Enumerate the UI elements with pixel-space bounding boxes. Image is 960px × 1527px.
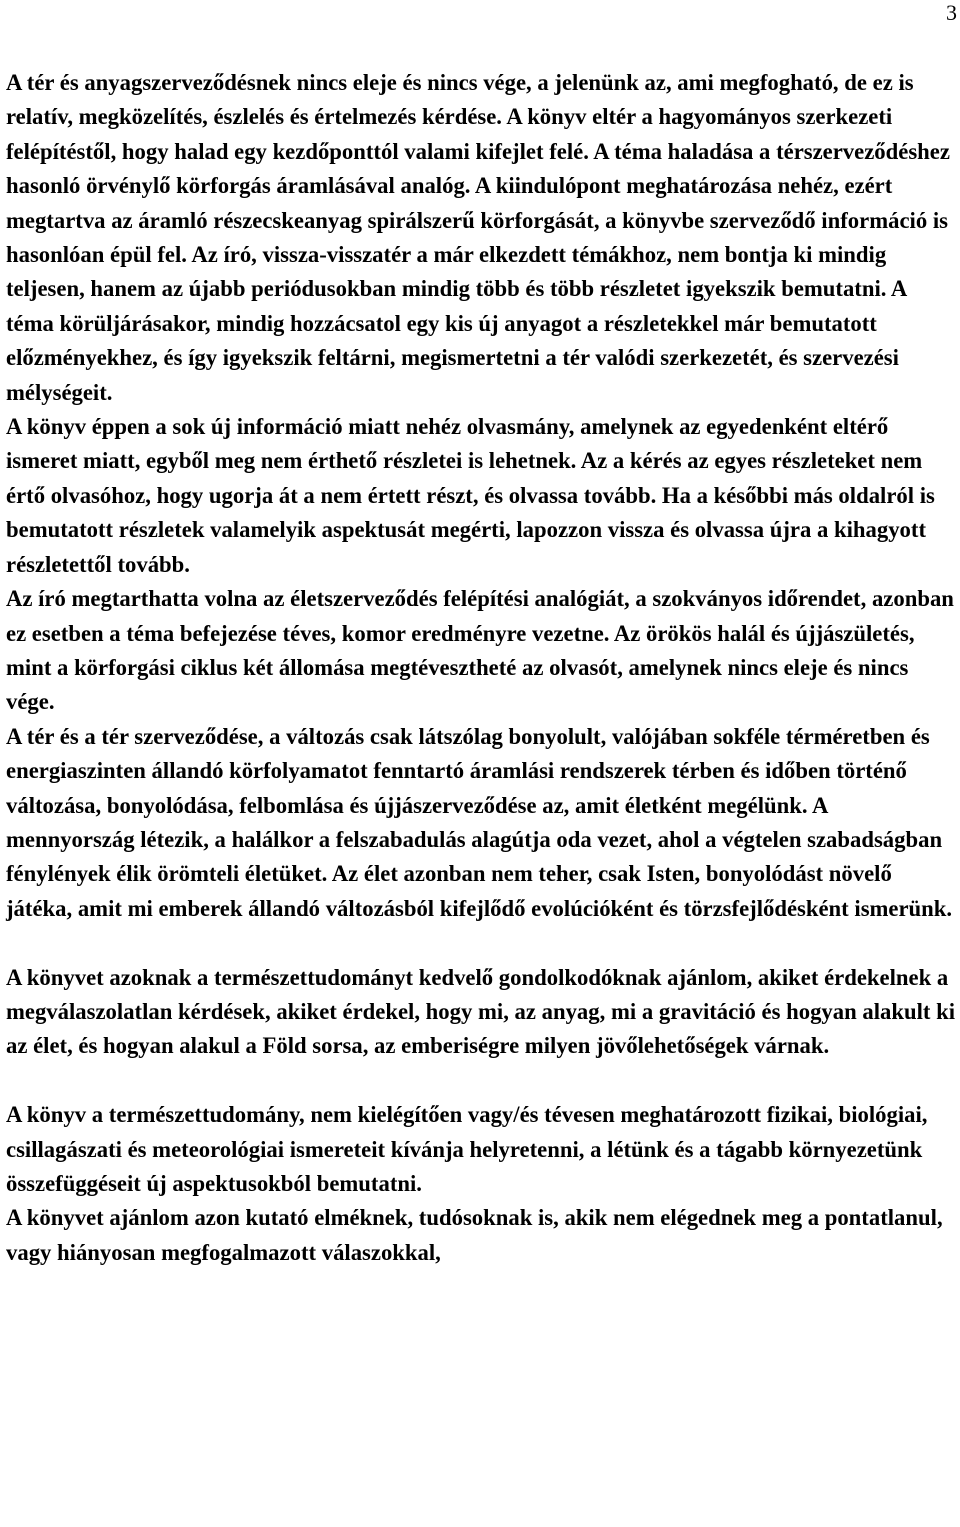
paragraph-purpose: A könyv a természettudomány, nem kielégítően vagy/és tévesen meghatározott fizikai, biológiai, csillagászati és meteorológiai ismereteit kívánja helyretenni, a létünk és a tágabb környezetünk összefüggéseit új aspektusokból bemutatni. xyxy=(6,1102,928,1196)
paragraph-intro: A tér és anyagszerveződésnek nincs eleje és nincs vége, a jelenünk az, ami megfogható, de ez is relatív, megközelítés, észlelés és értelmezés kérdése. A könyv eltér a hagyományos szerkezeti felépítéstől, hogy halad egy kezdőponttól valami kifejlet felé. A téma haladása a térszerveződéshez hasonló örvénylő körforgás áramlásával analóg. A kiindulópont meghatározása nehéz, ezért megtartva az áramló részecskeanyag spirálszerű körforgását, a könyvbe szerveződő információ is hasonlóan épül fel. Az író, vissza-visszatér a már elkezdett témákhoz, nem bontja ki mindig teljesen, hanem az újabb periódusokban mindig több és több részletet igyekszik bemutatni. A téma körüljárásakor, mindig hozzácsatol egy kis új anyagot a részletekkel már bemutatott előzményekhez, és így igyekszik feltárni, megismertetni a tér valódi szerkezetét, és szervezési mélységeit. xyxy=(6,70,950,405)
page-number: 3 xyxy=(946,0,957,25)
document-body xyxy=(6,66,956,1270)
paragraph-audience: A könyvet azoknak a természettudományt kedvelő gondolkodóknak ajánlom, akiket érdekelnek a megválaszolatlan kérdések, akiket érdekel, hogy mi, az anyag, mi a gravitáció és hogyan alakult ki az élet, és hogyan alakul a Föld sorsa, az emberiségre milyen jövőlehetőségek várnak. xyxy=(6,964,956,1059)
paragraph-gap xyxy=(6,926,956,960)
paragraph-reading-advice: A könyv éppen a sok új információ miatt nehéz olvasmány, amelynek az egyedenként eltérő ismeret miatt, egyből meg nem érthető részletei is lehetnek. Az a kérés az egyes részleteket nem értő olvasóhoz, hogy ugorja át a nem értett részt, és olvassa tovább. Ha a későbbi más oldalról is bemutatott részletek valamelyik aspektusát megérti, lapozzon vissza és olvassa újra a kihagyott részletettől tovább. xyxy=(6,414,935,577)
paragraph-recommendation: A könyvet ajánlom azon kutató elméknek, tudósoknak is, akik nem elégednek meg a pontatlanul, vagy hiányosan megfogalmazott válaszokkal, xyxy=(6,1205,943,1265)
paragraph-space-organization: A tér és a tér szerveződése, a változás csak látszólag bonyolult, valójában sokféle térméretben és energiaszinten állandó körfolyamatot fenntartó áramlási rendszerek térben és időben történő változása, bonyolódása, felbomlása és újjászerveződése az, amit életként megélünk. A mennyország létezik, a halálkor a felszabadulás alagútja oda vezet, ahol a végtelen szabadságban fénylények élik örömteli életüket. Az élet azonban nem teher, csak Isten, bonyolódást növelő játéka, amit mi emberek állandó változásból kifejlődő evolúcióként és törzsfejlődésként ismerünk. xyxy=(6,723,953,921)
paragraph-gap xyxy=(6,1064,956,1098)
paragraph-structure-choice: Az író megtarthatta volna az életszerveződés felépítési analógiát, a szokványos időrendet, azonban ez esetben a téma befejezése téves, komor eredményre vezetne. Az örökös halál és újjászületés, mint a körforgási ciklus két állomása megtévesztheté az olvasót, amelynek nincs eleje és nincs vége. xyxy=(6,586,954,715)
